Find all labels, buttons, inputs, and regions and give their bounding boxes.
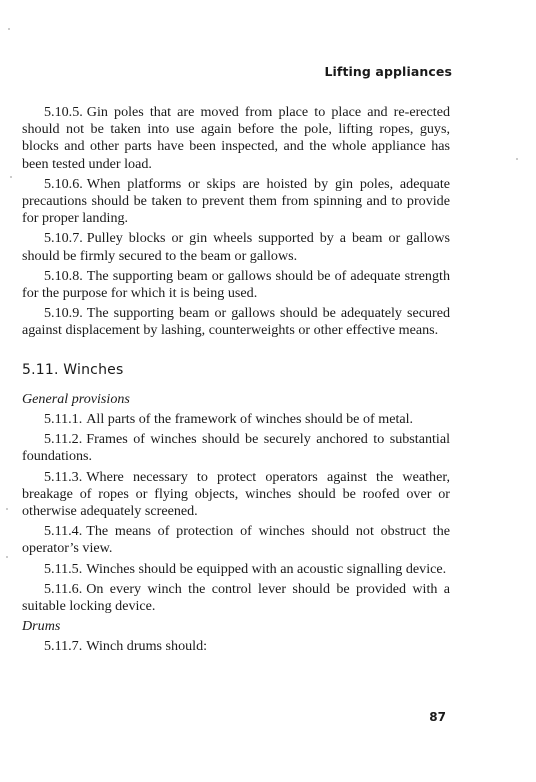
paragraph-5-11-4	[22, 523, 450, 557]
paragraph-text: On every winch the control lever should be provided with a suitable locking device.	[22, 580, 450, 615]
scan-speck	[6, 556, 8, 558]
body-text	[22, 104, 450, 659]
paragraph-text: When platforms or skips are hoisted by gin poles, adequate precautions should be taken to prevent them from spinning and to provide for proper landing.	[22, 175, 450, 227]
paragraph-text: The supporting beam or gallows should be of adequate strength for the purpose for which it is being used.	[22, 267, 450, 302]
paragraph-text: All parts of the framework of winches should be of metal.	[86, 411, 414, 428]
paragraph-text: The means of protection of winches should not obstruct the operator’s view.	[22, 523, 450, 557]
paragraph-text: Winches should be equipped with an acoustic signalling device.	[86, 560, 447, 577]
paragraph-number: 5.11.7.	[44, 638, 83, 655]
paragraph-number: 5.11.2.	[44, 431, 83, 448]
paragraph-text: Frames of winches should be securely anchored to substantial foundations.	[22, 431, 450, 465]
paragraph-number: 5.11.4.	[44, 523, 83, 540]
section-heading: 5.11. Winches	[22, 361, 124, 378]
page-number: 87	[429, 710, 446, 724]
paragraph-5-10-5	[22, 104, 450, 173]
scan-speck	[10, 176, 12, 178]
scan-speck	[6, 508, 8, 510]
paragraph-number: 5.10.6.	[44, 175, 83, 192]
paragraph-number: 5.10.8.	[44, 267, 83, 284]
paragraph-5-11-3	[22, 469, 450, 521]
paragraph-5-11-1	[22, 411, 450, 428]
paragraph-5-10-7	[22, 230, 450, 264]
paragraph-number: 5.10.5.	[44, 104, 83, 120]
subheading-drums: Drums	[22, 618, 61, 635]
paragraph-text: Winch drums should:	[86, 638, 208, 655]
paragraph-number: 5.11.3.	[44, 468, 83, 485]
paragraph-number: 5.10.9.	[44, 305, 83, 322]
scan-speck	[8, 28, 10, 30]
paragraph-5-11-6	[22, 581, 450, 615]
paragraph-5-11-7	[22, 638, 450, 655]
paragraph-5-10-8	[22, 268, 450, 302]
paragraph-5-10-6	[22, 176, 450, 228]
paragraph-text: Gin poles that are moved from place to place and re-erected should not be taken into use again before the pole, lifting ropes, guys, blocks and other parts have been inspected, and the whole appliance has been tested under load.	[22, 104, 450, 172]
paragraph-text: The supporting beam or gallows should be adequately secured against displacement by lashing, counterweights or other effective means.	[22, 305, 450, 339]
paragraph-5-11-5	[22, 561, 450, 578]
paragraph-number: 5.11.1.	[44, 411, 83, 428]
paragraph-5-10-9	[22, 305, 450, 339]
paragraph-text: Where necessary to protect operators against the weather, breakage of ropes or flying objects, winches should be roofed over or otherwise adequately screened.	[22, 468, 450, 520]
paragraph-5-11-2	[22, 431, 450, 465]
paragraph-number: 5.10.7.	[44, 230, 83, 247]
running-head: Lifting appliances	[324, 64, 452, 79]
paragraph-number: 5.11.5.	[44, 560, 83, 577]
paragraph-number: 5.11.6.	[44, 580, 83, 597]
paragraph-text: Pulley blocks or gin wheels supported by a beam or gallows should be firmly secured to the beam or gallows.	[22, 230, 450, 264]
scan-speck	[516, 158, 518, 160]
subheading-general-provisions: General provisions	[22, 390, 130, 407]
